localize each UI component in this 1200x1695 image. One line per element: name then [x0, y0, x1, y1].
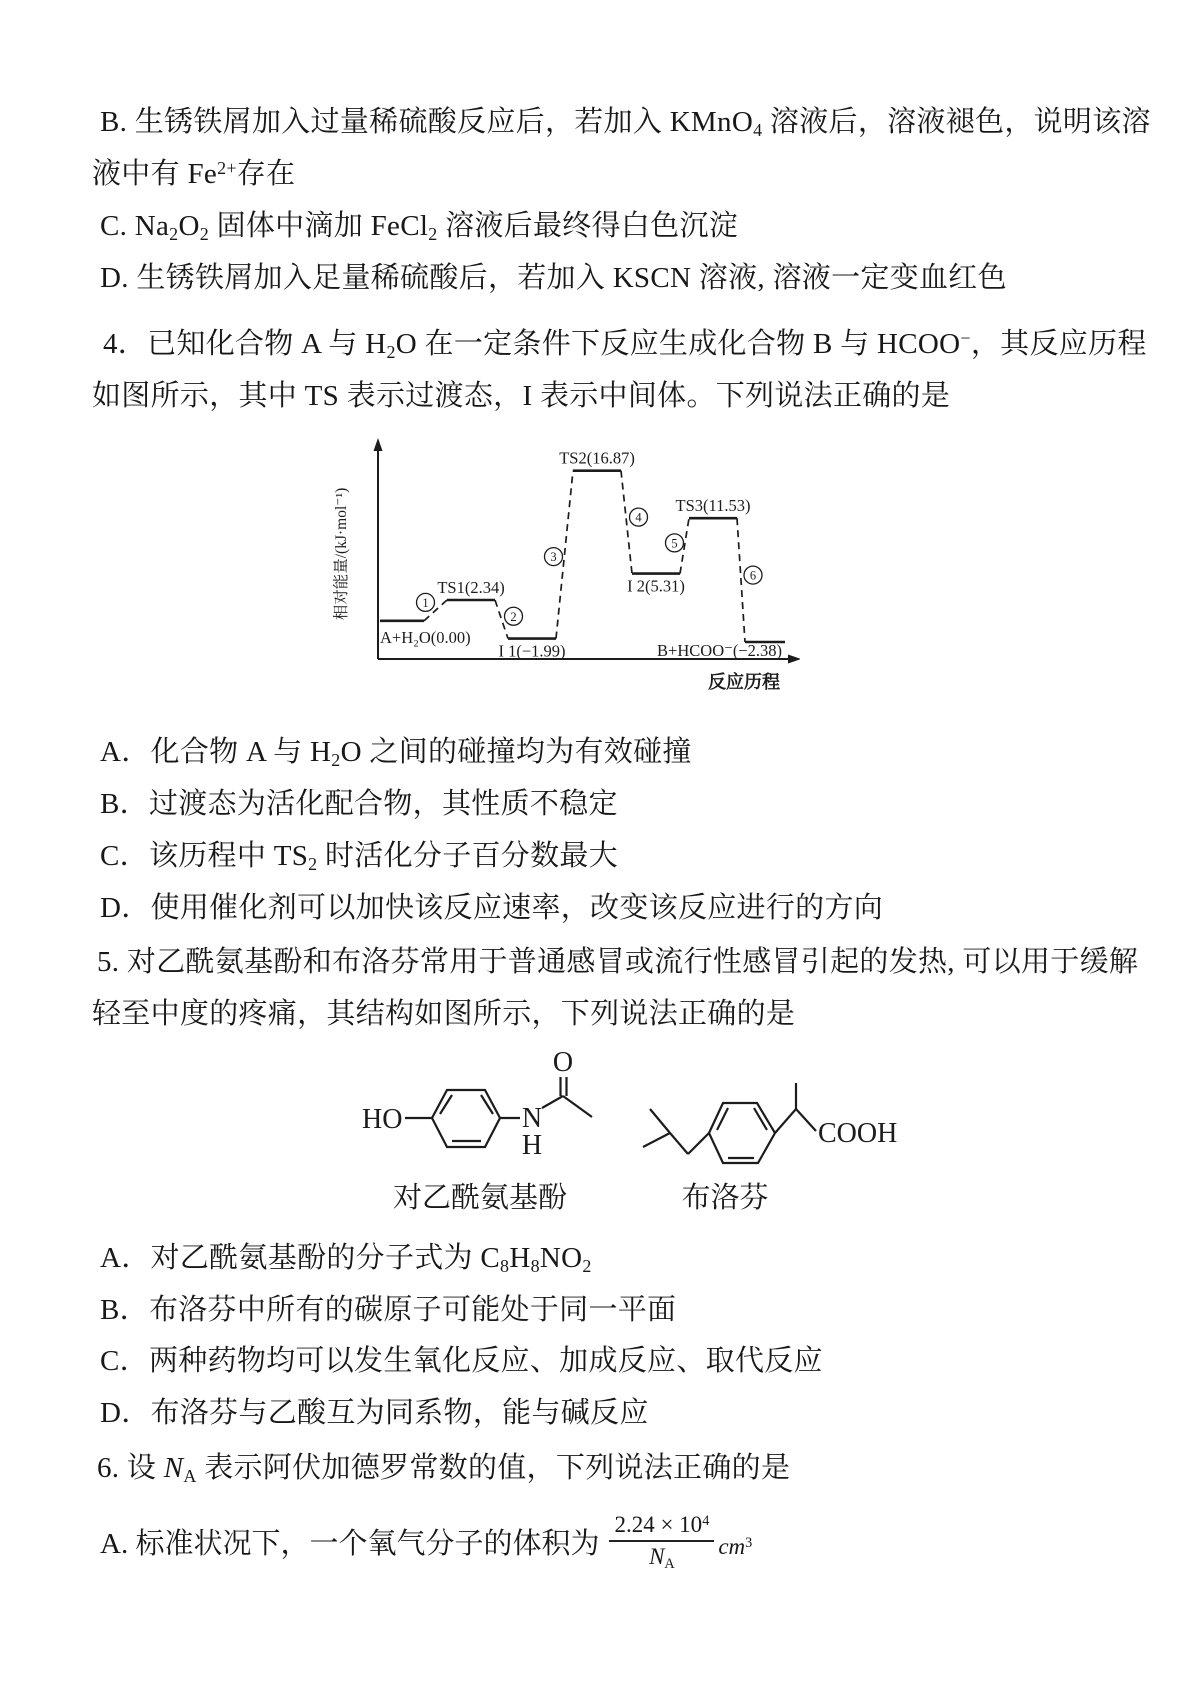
station-label-TS1: TS1(2.34)	[437, 577, 505, 597]
ibuprofen-svg	[630, 1045, 900, 1173]
x-axis-arrow	[788, 655, 800, 664]
paracetamol-structure	[350, 1045, 610, 1173]
y-axis-label: 相对能量/(kJ·mol⁻¹)	[333, 487, 350, 621]
q5-option-b: B．布洛芬中所有的碳原子可能处于同一平面	[100, 1294, 677, 1326]
q4-option-b: B．过渡态为活化配合物，其性质不稳定	[100, 788, 618, 820]
q5-stem-line1: 5. 对乙酰氨基酚和布洛芬常用于普通感冒或流行性感冒引起的发热, 可以用于缓解	[97, 946, 1139, 978]
fraction-unit: $cm^3$	[718, 1534, 753, 1560]
q3-option-b-line1: B. 生锈铁屑加入过量稀硫酸反应后，若加入 KMnO$_4$ 溶液后，溶液褪色，说明该溶	[100, 106, 1151, 141]
q4-option-c: C．该历程中 $TS_2$ 时活化分子百分数最大	[100, 840, 618, 875]
q6-option-a	[100, 1512, 752, 1571]
q3-option-c: C. $Na_2O_2$ 固体中滴加 FeCl$_2$ 溶液后最终得白色沉淀	[100, 210, 739, 245]
q5-option-c: C．两种药物均可以发生氧化反应、加成反应、取代反应	[100, 1345, 823, 1377]
q4-option-d: D．使用催化剂可以加快该反应速率，改变该反应进行的方向	[100, 892, 884, 924]
x-axis-label: 反应历程	[708, 672, 780, 692]
q4-option-a: A．化合物 A 与 $H_2O$ 之间的碰撞均为有效碰撞	[100, 736, 692, 771]
q5-stem-line2: 轻至中度的疼痛，其结构如图所示，下列说法正确的是	[92, 998, 796, 1030]
step-marker-number-1: 1	[422, 595, 429, 610]
paracetamol-svg	[350, 1045, 610, 1173]
carboxyl-label: COOH	[818, 1118, 898, 1149]
carbonyl-oxygen-label: O	[552, 1047, 574, 1078]
station-label-I 2: I 2(5.31)	[627, 576, 685, 596]
paracetamol-bonds	[405, 1077, 592, 1147]
hydroxyl-label: HO	[362, 1104, 403, 1135]
station-label-B+HCOO⁻: B+HCOO⁻(−2.38)	[657, 641, 782, 660]
step-marker-number-4: 4	[635, 510, 642, 525]
step-marker-number-5: 5	[671, 536, 678, 551]
station-label-TS3: TS3(11.53)	[675, 496, 751, 516]
volume-fraction	[609, 1512, 714, 1571]
nitrogen-label: N	[521, 1103, 543, 1134]
ibuprofen-caption: 布洛芬	[681, 1182, 769, 1214]
fraction-denominator: $N_A$	[649, 1544, 675, 1573]
q4-stem-line2: 如图所示，其中 TS 表示过渡态，I 表示中间体。下列说法正确的是	[92, 380, 951, 412]
step-marker-number-6: 6	[749, 568, 757, 583]
ibuprofen-atom-labels	[818, 1118, 897, 1149]
paracetamol-caption: 对乙酰氨基酚	[392, 1182, 567, 1214]
ibuprofen-structure	[630, 1045, 900, 1173]
step-marker-number-2: 2	[510, 609, 517, 624]
station-label-TS2: TS2(16.87)	[559, 448, 635, 468]
q5-option-a: A．对乙酰氨基酚的分子式为 $C_8H_8NO_2$	[100, 1242, 592, 1277]
q4-stem-line1: 4．已知化合物 A 与 $H_2O$ 在一定条件下反应生成化合物 B 与 HCOO−，其反应历程	[103, 328, 1147, 363]
q6-stem: 6. 设 $N_A$ 表示阿伏加德罗常数的值，下列说法正确的是	[97, 1452, 791, 1487]
station-label-I 1: I 1(−1.99)	[498, 641, 566, 661]
connector-6	[737, 518, 745, 642]
ibuprofen-bonds	[643, 1083, 816, 1163]
q3-option-b-line2: 液中有 $Fe^{2+}$存在	[92, 158, 296, 190]
q3-option-d: D. 生锈铁屑加入足量稀硫酸后，若加入 KSCN 溶液, 溶液一定变血红色	[100, 262, 1007, 294]
nh-hydrogen-label: H	[521, 1130, 543, 1161]
q5-option-d: D．布洛芬与乙酸互为同系物，能与碱反应	[100, 1397, 649, 1429]
q6-option-a-text: A. 标准状况下，一个氧气分子的体积为	[100, 1527, 600, 1560]
energy-profile-svg	[320, 432, 800, 732]
station-label-A+H₂O: A+H₂O(0.00)	[380, 627, 471, 647]
energy-profile-chart	[320, 432, 800, 732]
y-axis-arrow	[374, 438, 383, 451]
step-marker-number-3: 3	[550, 550, 557, 565]
fraction-numerator: $2.24 \times 10^4$	[609, 1512, 714, 1542]
paracetamol-atom-labels	[362, 1047, 573, 1161]
